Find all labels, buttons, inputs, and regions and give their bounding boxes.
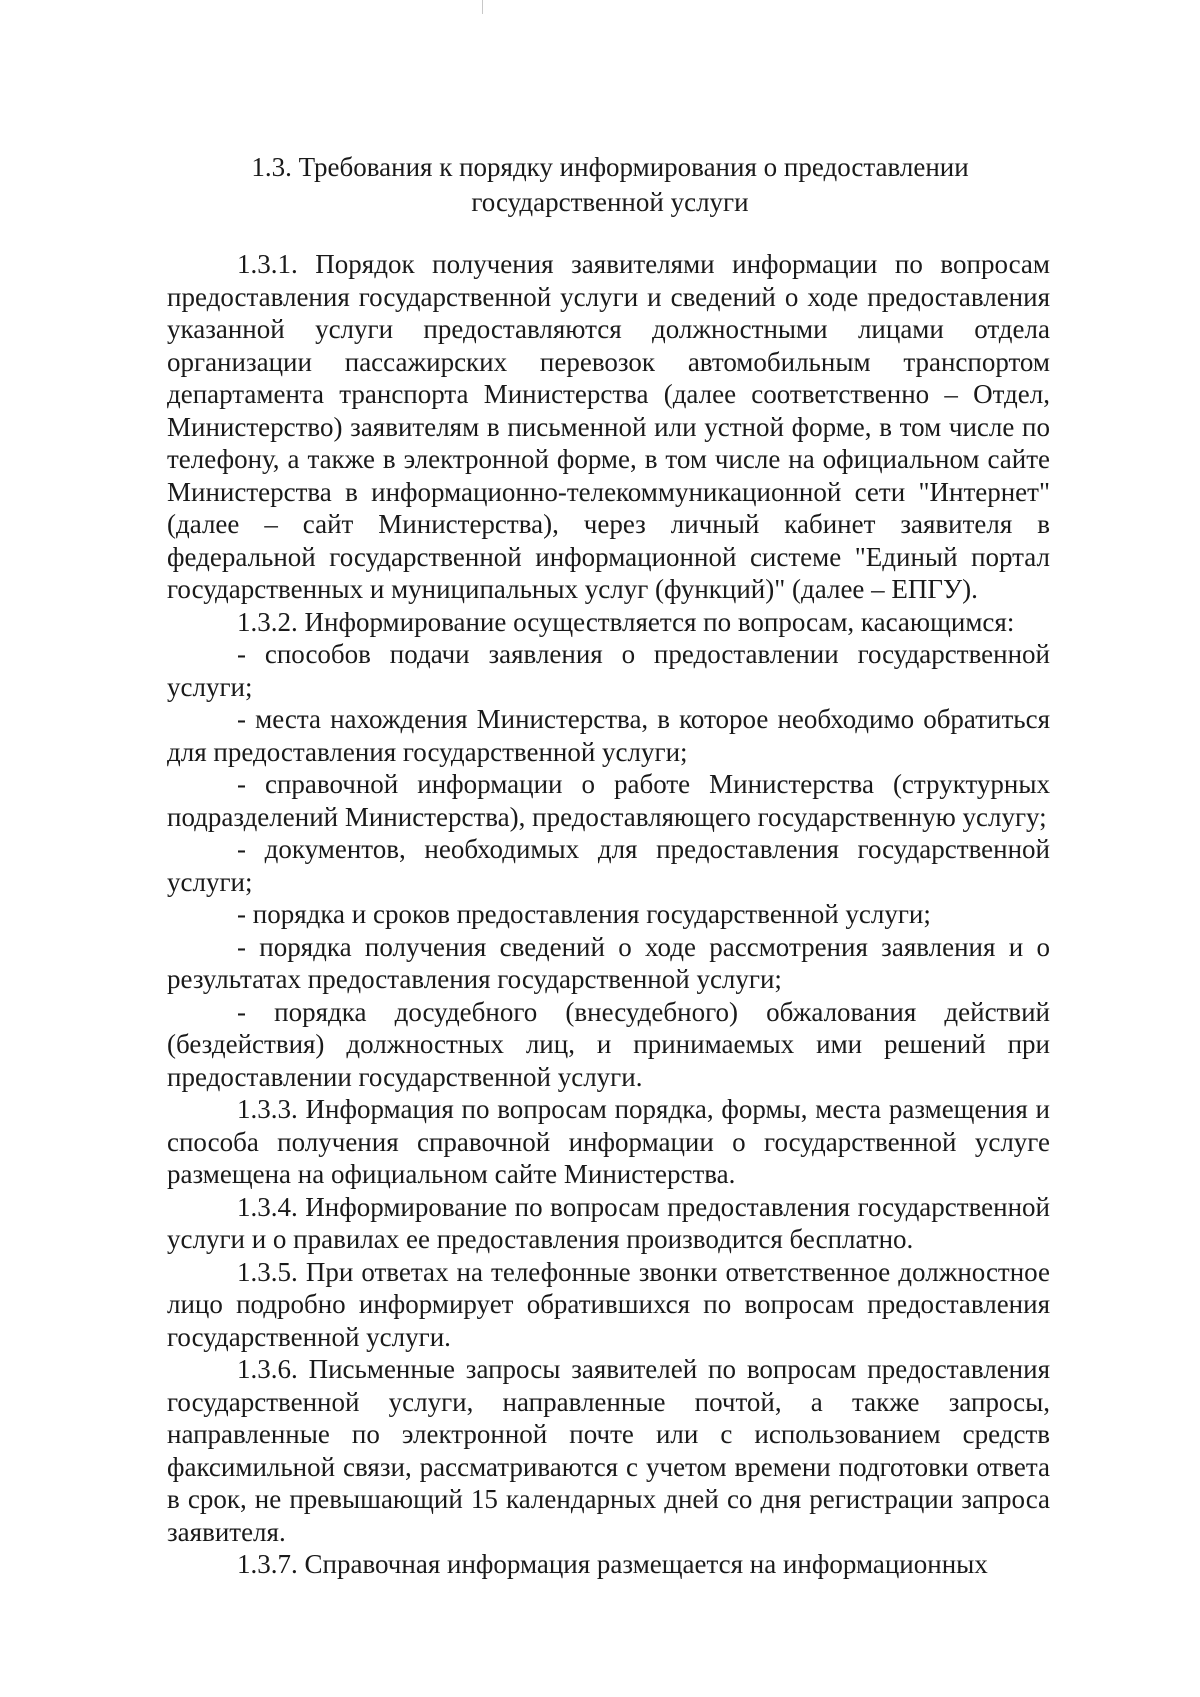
list-item-submission-methods: - способов подачи заявления о предоставлении государственной услуги; (167, 639, 1050, 702)
scan-artifact (482, 0, 483, 14)
list-item-appeal-procedure: - порядка досудебного (внесудебного) обжалования действий (бездействия) должностных лиц, и принимаемых ими решений при предоставлении государственной услуги. (167, 996, 1050, 1092)
paragraph-1-3-3: 1.3.3. Информация по вопросам порядка, формы, места размещения и способа получения справочной информации о государственной услуге размещена на официальном сайте Министерства. (167, 1094, 1050, 1189)
paragraph-1-3-7: 1.3.7. Справочная информация размещается на информационных (237, 1549, 988, 1579)
list-item-reference-info: - справочной информации о работе Министерства (структурных подразделений Министерства), предоставляющего государственную услугу; (167, 769, 1050, 832)
paragraph-1-3-1: 1.3.1. Порядок получения заявителями информации по вопросам предоставления государственной услуги и сведений о ходе предоставления указанной услуги предоставляются должностными лицами отдела организации пассажирских перевозок автомобильным транспортом департамента транспорта Министерства (далее соответственно – Отдел, Министерство) заявителям в письменной или устной форме, в том числе по телефону, а также в электронной форме, в том числе на официальном сайте Министерства в информационно-телекоммуникационной сети "Интернет" (далее – сайт Министерства), через личный кабинет заявителя в федеральной государственной информационной системе "Единый портал государственных и муниципальных услуг (функций)" (далее – ЕПГУ). (167, 249, 1050, 604)
section-heading-line-2: государственной услуги (471, 187, 749, 217)
paragraph-1-3-5: 1.3.5. При ответах на телефонные звонки ответственное должностное лицо подробно информирует обратившихся по вопросам предоставления государственной услуги. (167, 1256, 1050, 1352)
paragraph-1-3-4: 1.3.4. Информирование по вопросам предоставления государственной услуги и о правилах ее предоставления производится бесплатно. (167, 1191, 1050, 1254)
section-heading-line-1: 1.3. Требования к порядку информирования о предоставлении (251, 152, 969, 182)
list-item-required-documents: - документов, необходимых для предоставления государственной услуги; (167, 834, 1050, 897)
paragraph-1-3-2: 1.3.2. Информирование осуществляется по вопросам, касающимся: (237, 606, 1015, 637)
paragraph-1-3-6: 1.3.6. Письменные запросы заявителей по вопросам предоставления государственной услуги, направленные почтой, а также запросы, направленные по электронной почте или с использованием средств факсимильной связи, рассматриваются с учетом времени подготовки ответа в срок, не превышающий 15 календарных дней со дня регистрации запроса заявителя. (167, 1354, 1050, 1547)
list-item-ministry-location: - места нахождения Министерства, в которое необходимо обратиться для предоставления государственной услуги; (167, 704, 1050, 767)
section-heading (160, 150, 1060, 220)
list-item-procedure-terms: - порядка и сроков предоставления государственной услуги; (237, 899, 931, 929)
list-item-progress-info: - порядка получения сведений о ходе рассмотрения заявления и о результатах предоставления государственной услуги; (167, 931, 1050, 994)
document-body (167, 248, 1050, 1581)
